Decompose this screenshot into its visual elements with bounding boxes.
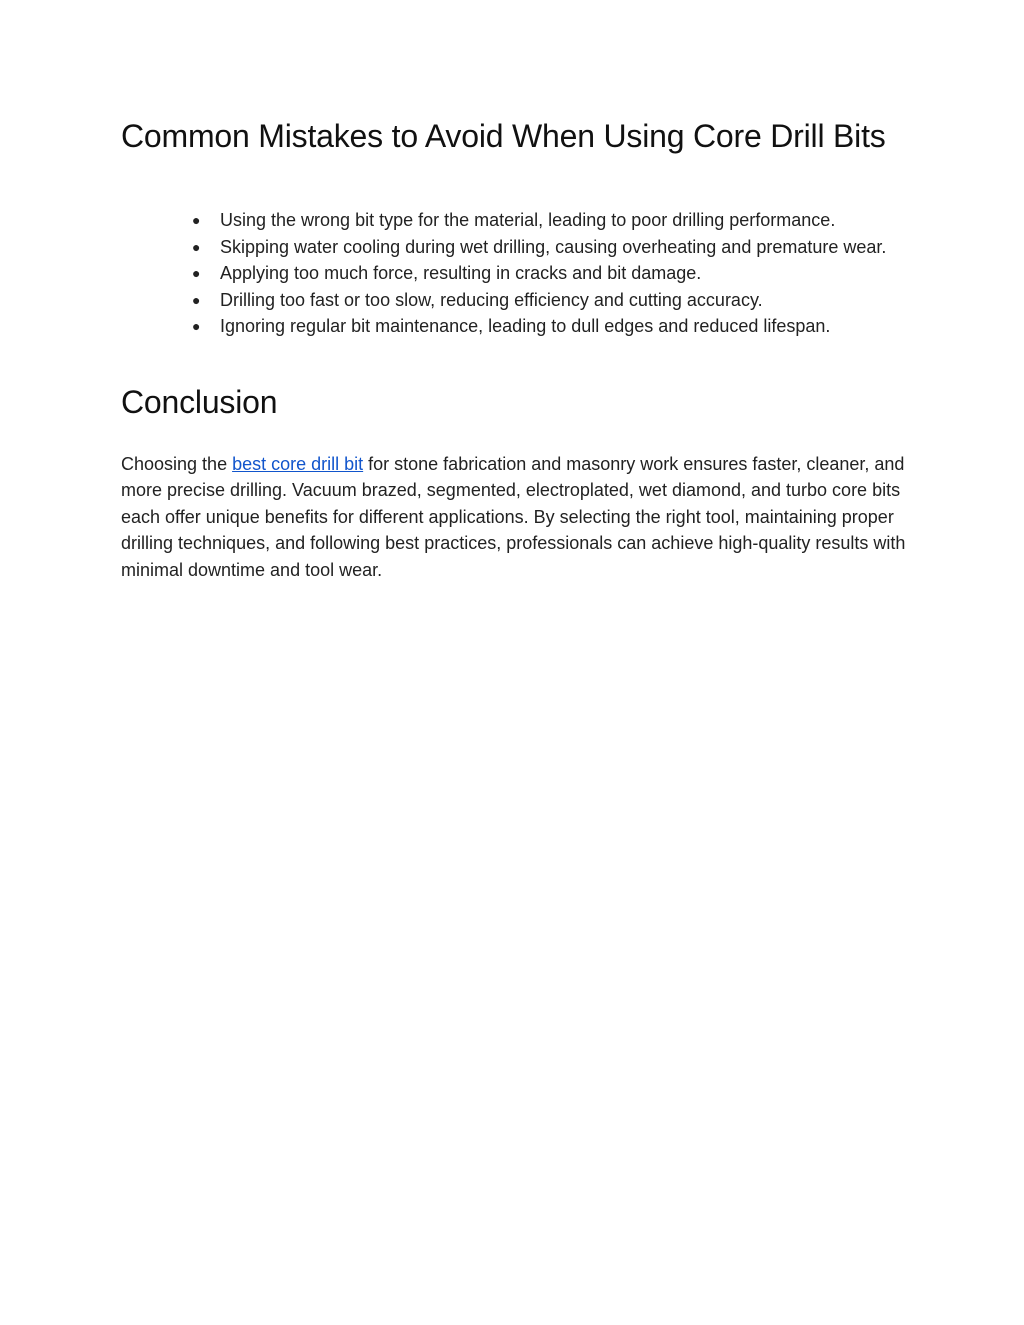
list-item bbox=[121, 234, 906, 261]
list-item bbox=[121, 313, 906, 340]
mistakes-heading: Common Mistakes to Avoid When Using Core Drill Bits bbox=[121, 118, 886, 154]
conclusion-paragraph bbox=[121, 451, 906, 584]
conclusion-heading: Conclusion bbox=[121, 383, 278, 420]
list-item bbox=[121, 287, 906, 314]
list-item-text: Ignoring regular bit maintenance, leading to dull edges and reduced lifespan. bbox=[220, 316, 831, 336]
best-core-drill-bit-link[interactable]: best core drill bit bbox=[232, 453, 364, 474]
page-content bbox=[121, 114, 906, 583]
list-item-text: Skipping water cooling during wet drilling, causing overheating and premature wear. bbox=[220, 236, 887, 257]
list-item-text: Drilling too fast or too slow, reducing efficiency and cutting accuracy. bbox=[220, 289, 763, 310]
bullet-icon: ● bbox=[192, 291, 201, 308]
mistakes-list bbox=[121, 207, 906, 340]
bullet-icon: ● bbox=[192, 265, 201, 281]
list-item-text: Using the wrong bit type for the material, leading to poor drilling performance. bbox=[220, 210, 836, 230]
list-item-text: Applying too much force, resulting in cracks and bit damage. bbox=[220, 263, 702, 283]
bullet-icon: ● bbox=[192, 212, 201, 228]
bullet-icon: ● bbox=[192, 318, 201, 334]
list-item bbox=[121, 207, 906, 234]
list-item bbox=[121, 260, 906, 287]
conclusion-text-after-link: for stone fabrication and masonry work ensures faster, cleaner, and more precise drilling. Vacuum brazed, segmented, electroplated, wet diamond, and turbo core bits each offer unique benefits for different applications. By selecting the right tool, maintaining proper drilling techniques, and following best practices, professionals can achieve high-quality results with minimal downtime and tool wear. bbox=[121, 453, 906, 580]
bullet-icon: ● bbox=[192, 238, 201, 255]
conclusion-text-before-link: Choosing the bbox=[121, 453, 233, 474]
